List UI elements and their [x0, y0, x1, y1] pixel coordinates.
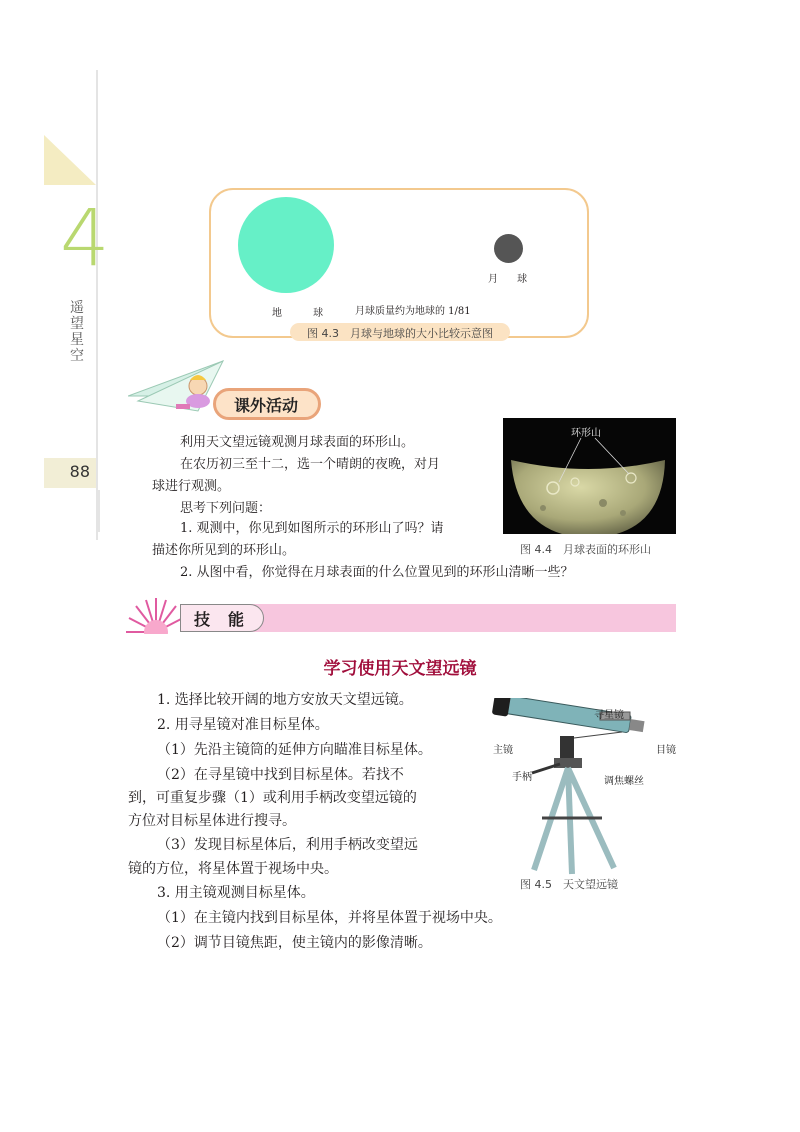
finder-label: 寻星镜	[594, 710, 624, 721]
figure-4-4-caption: 图 4.4 月球表面的环形山	[520, 543, 651, 556]
moon-crater-photo	[503, 418, 676, 534]
earth-label: 地 球	[272, 308, 338, 319]
figure-4-3-caption: 图 4.3 月球与地球的大小比较示意图	[307, 327, 493, 340]
step-line-5: 到，可重复步骤（1）或利用手柄改变望远镜的	[128, 790, 417, 806]
eyepiece-label: 目镜	[656, 745, 676, 756]
step-line-7: （3）发现目标星体后，利用手柄改变望远	[157, 837, 418, 853]
main-tube-label: 主镜	[493, 745, 513, 756]
chapter-number: 4	[60, 194, 110, 284]
activity-line-6: 描述你所见到的环形山。	[152, 543, 296, 558]
margin-bracket	[80, 490, 100, 532]
activity-line-7: 2. 从图中看，你觉得在月球表面的什么位置见到的环形山清晰一些？	[180, 565, 574, 580]
step-line-9: 3. 用主镜观测目标星体。	[157, 885, 315, 901]
skills-title: 技能	[194, 610, 263, 629]
step-line-2: 2. 用寻星镜对准目标星体。	[157, 717, 329, 733]
page-number: 88	[69, 462, 90, 481]
handle-label: 手柄	[512, 772, 532, 783]
mass-note: 月球质量约为地球的 1/81	[355, 306, 471, 317]
sunburst-icon	[124, 598, 188, 634]
moon-label: 月 球	[488, 274, 536, 285]
activity-line-1: 利用天文望远镜观测月球表面的环形山。	[180, 435, 415, 450]
focus-knob-label: 调焦螺丝	[604, 776, 644, 787]
step-line-6: 方位对目标星体进行搜寻。	[128, 813, 296, 829]
section-title: 学习使用天文望远镜	[323, 659, 477, 679]
earth-circle	[238, 197, 334, 293]
activity-line-2: 在农历初三至十二，选一个晴朗的夜晚，对月	[180, 457, 441, 472]
step-line-8: 镜的方位，将星体置于视场中央。	[128, 861, 338, 877]
activity-line-4: 思考下列问题：	[180, 501, 272, 516]
telescope-icon	[490, 698, 690, 878]
step-line-4: （2）在寻星镜中找到目标星体。若找不	[157, 767, 404, 783]
crater-label: 环形山	[571, 428, 601, 439]
corner-decoration	[44, 135, 96, 185]
activity-line-3: 球进行观测。	[152, 479, 231, 494]
step-line-3: （1）先沿主镜筒的延伸方向瞄准目标星体。	[157, 742, 432, 758]
paper-plane-icon	[128, 356, 228, 426]
chapter-title: 遥望星空	[70, 300, 84, 364]
activity-line-5: 1. 观测中，你见到如图所示的环形山了吗？请	[180, 521, 444, 536]
step-line-1: 1. 选择比较开阔的地方安放天文望远镜。	[157, 692, 413, 708]
figure-4-5-caption: 图 4.5 天文望远镜	[520, 878, 618, 891]
step-line-10: （1）在主镜内找到目标星体，并将星体置于视场中央。	[157, 910, 502, 926]
margin-line	[96, 70, 98, 540]
moon-circle	[494, 234, 523, 263]
activity-title: 课外活动	[234, 396, 299, 415]
step-line-11: （2）调节目镜焦距，使主镜内的影像清晰。	[157, 935, 432, 951]
